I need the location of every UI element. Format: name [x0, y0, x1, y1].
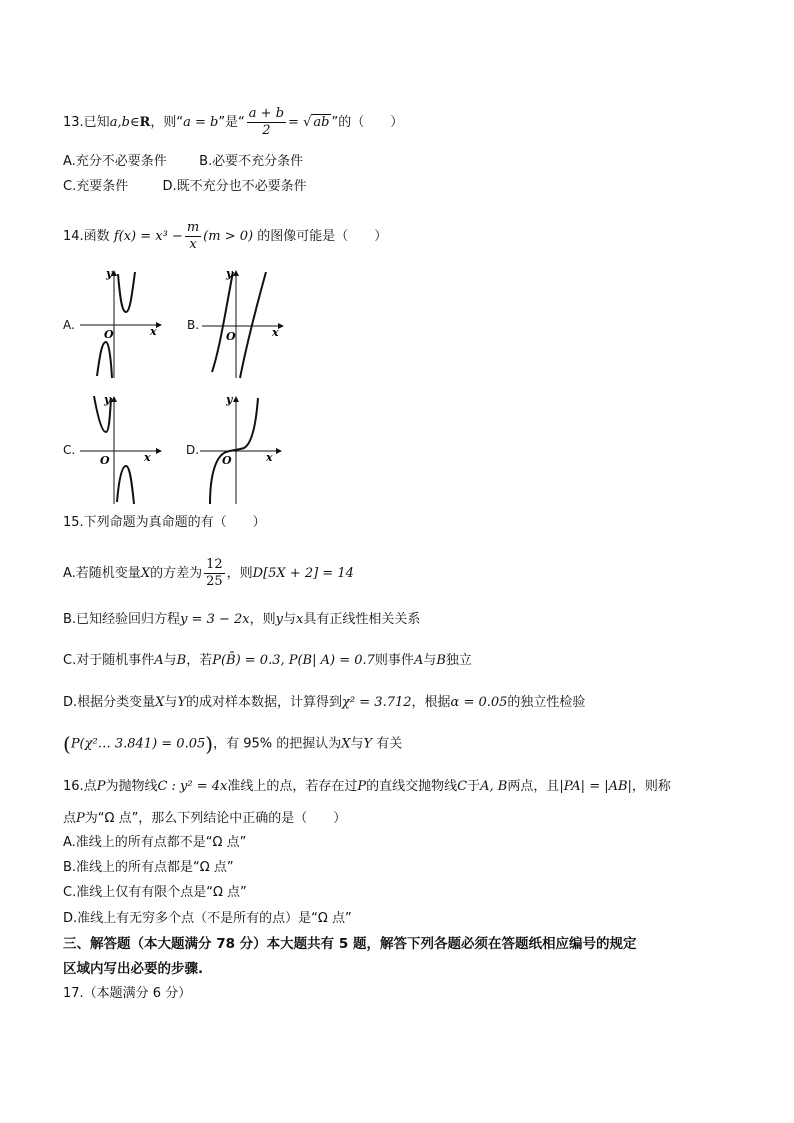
q14-graph-b: [200, 268, 284, 380]
q16-stem-line1: 16.点P为抛物线C : y² = 4x准线上的点，若存在过P的直线交抛物线C于A, B两点，且|PA| = |AB|，则称: [63, 779, 671, 794]
q16-option-d: D.准线上有无穷多个点（不是所有的点）是“Ω 点”: [63, 911, 352, 926]
q14-b-x-label: x: [272, 326, 279, 339]
q16-option-a: A.准线上的所有点都不是“Ω 点”: [63, 835, 247, 850]
q15-option-b: B.已知经验回归方程y = 3 − 2x，则y与x具有正线性相关关系: [63, 612, 421, 627]
q14-c-y-label: y: [104, 394, 111, 406]
q14-label-b: B.: [187, 318, 200, 332]
q14-label-c: C.: [63, 443, 76, 457]
q14-fraction: $\frac{m}{x}$: [186, 220, 200, 252]
q13-stem: 13.已知a,b∈R，则“a = b”是“ $\frac{a + b}{2}$ = √ ab ”的（ ）: [63, 106, 404, 138]
q13-options-row2: [63, 178, 307, 196]
q15-option-d-cont: (P(χ²… 3.841) = 0.05)，有 95% 的把握认为X与Y 有关: [63, 732, 403, 756]
q16-stem-line2: 点P为“Ω 点”，那么下列结论中正确的是（ ）: [63, 811, 347, 826]
q14-graph-c: [78, 394, 162, 506]
q14-d-origin: O: [222, 454, 232, 467]
q14-graph-d: [198, 394, 282, 506]
q14-graph-a: [78, 268, 162, 380]
q14-c-origin: O: [100, 454, 110, 467]
q16-option-b: B.准线上的所有点都是“Ω 点”: [63, 860, 234, 875]
q13-option-a: A.充分不必要条件: [63, 154, 167, 169]
q14-a-origin: O: [104, 328, 114, 341]
q14-a-y-label: y: [106, 268, 113, 280]
q13-fraction: $\frac{a + b}{2}$: [248, 106, 285, 138]
q13-option-b: B.必要不充分条件: [199, 154, 304, 169]
q15-option-c: C.对于随机事件A与B，若P(B̄) = 0.3, P(B| A) = 0.7则事件A与B独立: [63, 653, 472, 668]
q17-stem: 17.（本题满分 6 分）: [63, 986, 192, 1001]
q14-b-origin: O: [226, 330, 236, 343]
q14-b-y-label: y: [226, 268, 233, 280]
q14-a-x-label: x: [150, 325, 157, 338]
q15-option-a: A.若随机变量X的方差为 $\frac{12}{25}$ ，则D[5X + 2] = 14: [63, 557, 354, 589]
q13-option-c: C.充要条件: [63, 179, 129, 194]
q14-label-d: D.: [186, 443, 200, 457]
section3-heading-line1: 三、解答题（本大题满分 78 分）本大题共有 5 题，解答下列各题必须在答题纸相应编号的规定: [63, 936, 637, 952]
q16-option-c: C.准线上仅有有限个点是“Ω 点”: [63, 885, 247, 900]
q14-d-x-label: x: [266, 451, 273, 464]
q13-option-d: D.既不充分也不必要条件: [162, 179, 307, 194]
q13-options-row1: [63, 153, 303, 171]
q14-c-x-label: x: [144, 451, 151, 464]
q15-option-d: D.根据分类变量X与Y的成对样本数据，计算得到χ² = 3.712，根据α = 0.05的独立性检验: [63, 695, 586, 710]
q14-stem: 14.函数 f(x) = x³ − $\frac{m}{x}$ (m > 0) 的图像可能是（ ）: [63, 220, 388, 252]
q14-d-y-label: y: [226, 394, 233, 406]
section3-heading-line2: 区域内写出必要的步骤.: [63, 961, 204, 977]
q15-stem: 15.下列命题为真命题的有（ ）: [63, 515, 266, 530]
q14-label-a: A.: [63, 318, 75, 332]
